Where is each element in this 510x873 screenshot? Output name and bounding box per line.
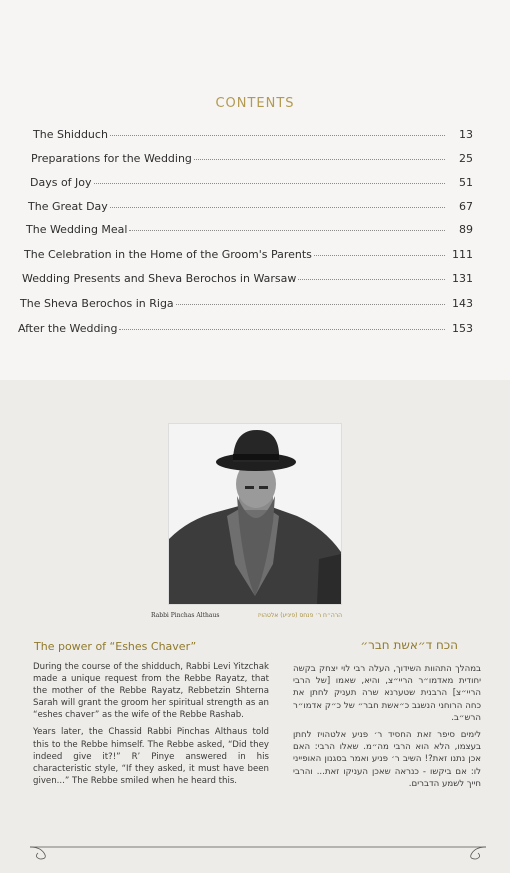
dot-leader bbox=[110, 207, 445, 208]
toc-entry[interactable] bbox=[20, 297, 473, 310]
toc-entry-page: 131 bbox=[452, 272, 473, 285]
paragraph: לימים סיפר זאת החסיד ר׳ פניע אלטהויז לחתן בעצמו, הלא הוא הרבי מה״מ. שאלו הרבי: האם אכן נתנו זאת?! השיב ר׳ פניע ואמר בסגנון האופייני לו: אם ביקשו - כנראה שאכן העניקו זאת... והרבי חייך לשמע הדברים. bbox=[293, 730, 481, 789]
contents-heading: CONTENTS bbox=[215, 96, 295, 111]
section-title-hebrew: הכח ד״אשת חבר״ bbox=[360, 638, 458, 652]
toc-entry-page: 25 bbox=[459, 152, 473, 165]
dot-leader bbox=[119, 329, 445, 330]
toc-entry-title: The Shidduch bbox=[33, 128, 108, 141]
paragraph: במהלך התהוות השידוך, העלה רבי לוי יצחק בקשה יחודית מאדמו״ר הריי״צ, והיא, שאמו [של הרבי הריי״צ] הרבנית שטערנא שרה תעניק לחתן את כחה הרוחני הנשגב כ״אשת חבר״ של כ״ק אדמו״ר הרש״ב. bbox=[293, 664, 481, 723]
toc-entry[interactable] bbox=[33, 128, 473, 141]
section-title-english: The power of “Eshes Chaver” bbox=[34, 640, 197, 653]
dot-leader bbox=[129, 230, 445, 231]
paragraph: Years later, the Chassid Rabbi Pinchas Althaus told this to the Rebbe himself. The Rebbe asked, “Did they indeed give it?!” R’ Pinye answered in his characteristic style, “If they asked, it must have been given...” The Rebbe smiled when he heard this. bbox=[33, 727, 269, 786]
portrait-photo bbox=[168, 423, 342, 605]
toc-entry-title: The Celebration in the Home of the Groom's Parents bbox=[24, 248, 312, 261]
toc-entry[interactable] bbox=[24, 248, 473, 261]
body-text-hebrew bbox=[293, 663, 481, 795]
toc-entry-title: Wedding Presents and Sheva Berochos in Warsaw bbox=[22, 272, 297, 285]
body-text-english bbox=[33, 661, 269, 792]
photo-caption-hebrew: הרה״ח ר׳ פנחס (פיניע) אלטהויז bbox=[258, 612, 343, 619]
dot-leader bbox=[94, 183, 445, 184]
toc-entry-page: 111 bbox=[452, 248, 473, 261]
ornamental-divider bbox=[30, 843, 486, 863]
toc-entry[interactable] bbox=[31, 152, 473, 165]
toc-entry-page: 67 bbox=[459, 200, 473, 213]
toc-entry-title: Preparations for the Wedding bbox=[31, 152, 192, 165]
toc-entry-title: The Wedding Meal bbox=[26, 223, 128, 236]
toc-entry-page: 13 bbox=[459, 128, 473, 141]
dot-leader bbox=[110, 135, 445, 136]
toc-entry[interactable] bbox=[28, 200, 473, 213]
toc-entry-title: Days of Joy bbox=[30, 176, 92, 189]
toc-entry-page: 143 bbox=[452, 297, 473, 310]
toc-entry[interactable] bbox=[22, 272, 473, 285]
dot-leader bbox=[314, 255, 445, 256]
dot-leader bbox=[298, 279, 445, 280]
toc-entry-title: The Great Day bbox=[28, 200, 108, 213]
toc-entry-page: 153 bbox=[452, 322, 473, 335]
toc-entry[interactable] bbox=[26, 223, 473, 236]
toc-entry-page: 89 bbox=[459, 223, 473, 236]
paragraph: During the course of the shidduch, Rabbi Levi Yitzchak made a unique request from the Rebbe Rayatz, that the mother of the Rebbe Rayatz, Rebbetzin Shterna Sarah will grant the groom her spiritual strength as an “eshes chaver” as the wife of the Rebbe Rashab. bbox=[33, 662, 269, 721]
dot-leader bbox=[194, 159, 445, 160]
toc-entry-page: 51 bbox=[459, 176, 473, 189]
toc-entry-title: The Sheva Berochos in Riga bbox=[20, 297, 174, 310]
portrait-illustration bbox=[169, 424, 341, 604]
toc-entry[interactable] bbox=[18, 322, 473, 335]
toc-entry-title: After the Wedding bbox=[18, 322, 118, 335]
photo-caption-english: Rabbi Pinchas Althaus bbox=[151, 612, 220, 619]
toc-entry[interactable] bbox=[30, 176, 473, 189]
dot-leader bbox=[176, 304, 445, 305]
